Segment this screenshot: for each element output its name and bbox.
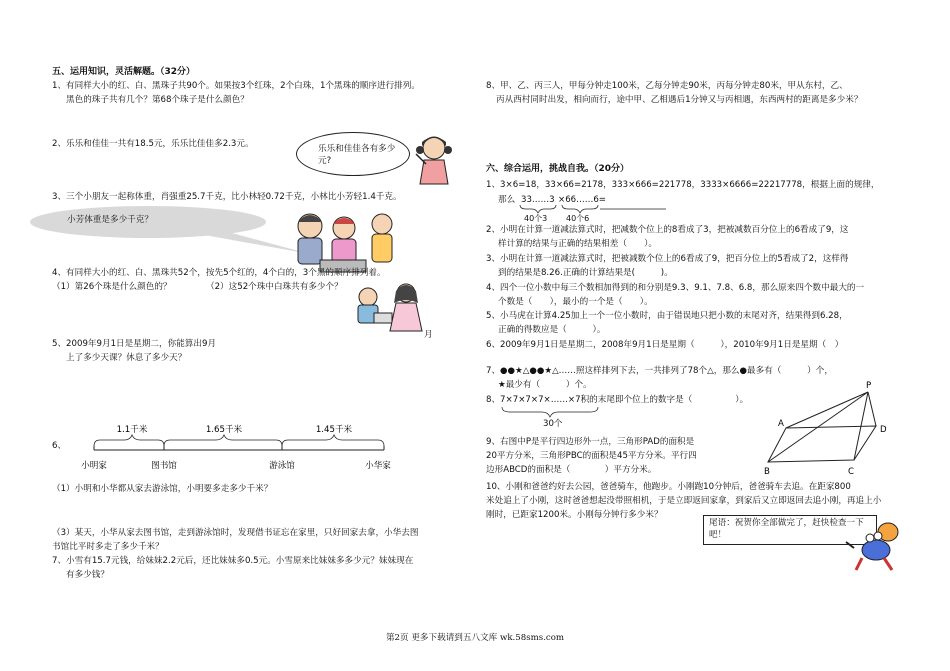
distance-2: 1.65千米 (205, 425, 243, 435)
closing-note-line1: 尾语：祝贺你全部做完了，赶快检查一下 (709, 518, 864, 528)
challenge-3-line2: 到的结果是8.26.正确的计算结果是( )。 (498, 268, 673, 278)
question-2: 2、乐乐和佳佳一共有18.5元，乐乐比佳佳多2.3元。 (52, 139, 254, 149)
girl-illustration-icon (410, 132, 460, 187)
question-8-line1: 8、甲、乙、丙三人，甲每分钟走100米，乙每分钟走90米，丙每分钟走80米，甲从东村，乙、 (486, 81, 848, 91)
question-7-line1: 7、小雪有15.7元钱，给妹妹2.2元后，还比妹妹多0.5元。小雪原来比妹妹多多少元？妹妹现在 (52, 556, 414, 566)
cartoon-character-icon (848, 520, 908, 575)
figure-label-d: D (880, 425, 887, 435)
question-5-line1: 5、2009年9月1日是星期二，你能算出9月 (52, 339, 217, 349)
question-4-sub1: （1）第26个珠是什么颜色的？ (52, 282, 172, 292)
question-8-line2: 丙从西村同时出发，相向而行，途中甲、乙相遇后1分钟又与丙相遇，东西两村的距离是多少米？ (496, 95, 863, 105)
challenge-6: 6、2009年9月1日是星期二，2008年9月1日是星期（ ），2010年9月1日是星期（ ） (486, 340, 844, 350)
challenge-9-line1: 9、右图中P是平行四边形外一点，三角形PAD的面积是 (486, 437, 695, 447)
challenge-9-line3: 边形ABCD的面积是（ ）平方分米。 (486, 465, 657, 475)
distance-3: 1.45千米 (315, 425, 353, 435)
challenge-1-brace1: 40个3 (524, 214, 548, 223)
question-3: 3、三个小朋友一起称体重，肖强重25.7千克，比小林轻0.72千克，小林比小芳轻1.4千克。 (52, 192, 402, 202)
challenge-5-line1: 5、小马虎在计算4.25加上一个一位小数时，由于错误地只把小数的末尾对齐，结果得到6.28， (486, 311, 848, 321)
figure-label-a: A (778, 419, 784, 429)
question-6-sub1: （1）小明和小华都从家去游泳馆，小明要多走多少千米？ (52, 484, 273, 494)
challenge-4-line1: 4、四个一位小数中每三个数相加得到的和分别是9.3、9.1、7.8、6.8，那么原来四个数中最大的一 (486, 283, 865, 293)
challenge-9-line2: 20平方分米，三角形PBC的面积是45平方分米。平行四 (486, 451, 697, 461)
distance-1: 1.1千米 (116, 425, 148, 435)
challenge-3-line1: 3、小明在计算一道减法算式时，把被减数个位上的6看成了9，把百分位上的5看成了2，这样得 (486, 254, 849, 264)
question-3-bubble: 小芳体重是多少千克？ (67, 215, 153, 225)
cloud-callout (28, 204, 318, 256)
question-1-line2: 黑色的珠子共有几个？第68个珠子是什么颜色？ (66, 95, 249, 105)
question-4-line1: 4、有同样大小的红、白、黑珠共52个，按先5个红的，4个白的，3个黑的顺序排列着。 (52, 268, 386, 278)
challenge-2-line2: 样计算的结果与正确的结果相差（ ）。 (498, 239, 657, 249)
question-6-label: 6、 (52, 441, 67, 451)
question-7-line2: 有多少钱？ (66, 570, 109, 580)
speech-bubble-text: 乐乐和佳佳各有多少元? (318, 144, 396, 166)
question-6-sub3-line1: （3）某天，小华从家去图书馆，走到游泳馆时，发现借书证忘在家里，只好回家去拿，小华去图 (52, 528, 419, 538)
closing-note-line2: 吧！ (709, 530, 727, 540)
challenge-7-line1: 7、●●★△●●★△……照这样排列下去，一共排列了78个△，那么●最多有（ ）个， (486, 366, 833, 376)
challenge-8-brace (500, 406, 600, 418)
mother-child-illustration-icon (350, 283, 430, 333)
figure-label-b: B (764, 467, 770, 477)
place-swimming-pool: 游泳馆 (269, 461, 295, 471)
challenge-8-brace-label: 30个 (543, 419, 563, 429)
challenge-1-prefix: 那么 (498, 195, 516, 205)
challenge-5-line2: 正确的得数应是（ ）。 (498, 325, 606, 335)
challenge-7-line2: ★最少有（ ）个。 (498, 380, 592, 390)
place-xiaoming-home: 小明家 (81, 461, 107, 471)
section-five-title: 五、运用知识，灵活解题。（32分） (52, 67, 196, 77)
figure-label-p: P (866, 381, 872, 391)
question-4-month: 月 (424, 330, 433, 340)
question-6-sub3-line2: 书馆比平时多走了多少千米？ (52, 542, 164, 552)
figure-label-c: C (848, 467, 855, 477)
challenge-1-line1: 1、3×6=18，33×66=2178，333×666=221778，3333×6666=22217778，根据上面的规律， (486, 180, 880, 190)
challenge-10-line1: 10、小刚和爸爸约好去公园，爸爸骑车，他跑步。小刚跑10分钟后，爸爸骑车去追。在距家800 (486, 482, 851, 492)
challenge-2-line1: 2、小明在计算一道减法算式时，把减数个位上的8看成了3，把被减数百分位上的6看成了9，这 (486, 225, 849, 235)
challenge-1-brace2: 40个6 (566, 214, 590, 223)
question-1-line1: 1、有同样大小的红、白、黑珠子共90个。如果按3个红珠，2个白珠，1个黑珠的顺序进行排列。 (52, 81, 420, 91)
page-footer: 第2页 更多下载请到五八文库 wk.58sms.com (385, 633, 565, 643)
challenge-10-line3: 刚时，已距家1200米。小刚每分钟行多少米？ (486, 510, 663, 520)
challenge-4-line2: 个数是（ ），最小的一个是（ ）。 (498, 297, 653, 307)
place-library: 图书馆 (151, 461, 177, 471)
distance-diagram (80, 426, 410, 474)
place-xiaohua-home: 小华家 (365, 461, 391, 471)
challenge-10-line2: 米处追上了小刚，这时爸爸想起没带照相机，于是立即返回家拿，到家后又立即返回去追小刚，再追上小 (486, 496, 882, 506)
challenge-1-expr2: ×66……6= (558, 195, 606, 205)
challenge-1-expr1: 33……3 (521, 195, 555, 205)
section-six-title: 六、综合运用，挑战自我。（20分） (486, 164, 630, 174)
children-illustration-icon (290, 208, 402, 276)
question-4-sub2: （2）这52个珠中白珠共有多少个？ (206, 282, 343, 292)
parallelogram-figure (760, 382, 900, 478)
question-5-line2: 上了多少天课？休息了多少天？ (66, 353, 187, 363)
challenge-8: 8、7×7×7×7×……×7积的末尾即个位上的数字是（ ）。 (486, 395, 749, 405)
